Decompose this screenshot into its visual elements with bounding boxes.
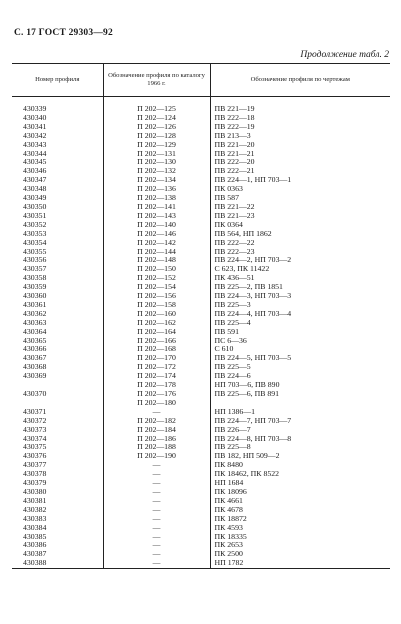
catalog-designation-cell: П 202—126 bbox=[103, 123, 210, 132]
drawing-designation-cell: ПК 2500 bbox=[210, 550, 390, 559]
catalog-designation-cell: П 202—160 bbox=[103, 310, 210, 319]
drawing-designation-cell: ПВ 591 bbox=[210, 328, 390, 337]
table-row bbox=[12, 283, 390, 292]
page-header: С. 17 ГОСТ 29303—92 bbox=[14, 28, 113, 38]
profile-number-cell: 430347 bbox=[23, 176, 47, 185]
table-row bbox=[12, 221, 390, 230]
table-row bbox=[12, 497, 390, 506]
profile-number-cell: 430348 bbox=[23, 185, 47, 194]
profile-table bbox=[12, 63, 390, 569]
drawing-designation-cell: ПВ 224—4, НП 703—4 bbox=[210, 310, 390, 319]
catalog-designation-cell: П 202—158 bbox=[103, 301, 210, 310]
profile-number-cell: 430342 bbox=[23, 131, 47, 140]
profile-number-cell: 430383 bbox=[23, 514, 47, 523]
profile-number-cell: 430359 bbox=[23, 283, 47, 292]
catalog-designation-cell: П 202—141 bbox=[103, 203, 210, 212]
table-row bbox=[12, 354, 390, 363]
drawing-designation-cell: ПВ 224—8, НП 703—8 bbox=[210, 435, 390, 444]
profile-number-cell: 430372 bbox=[23, 416, 47, 425]
catalog-designation-cell: П 202—166 bbox=[103, 337, 210, 346]
catalog-designation-cell: П 202—162 bbox=[103, 319, 210, 328]
table-row bbox=[12, 363, 390, 372]
profile-number-cell: 430378 bbox=[23, 470, 47, 479]
profile-number-cell: 430371 bbox=[23, 407, 47, 416]
profile-number-cell: 430352 bbox=[23, 220, 47, 229]
table-row bbox=[12, 372, 390, 381]
table-row bbox=[12, 550, 390, 559]
profile-number-cell: 430365 bbox=[23, 336, 47, 345]
table-row bbox=[12, 443, 390, 452]
drawing-designation-cell: ПВ 224—3, НП 703—3 bbox=[210, 292, 390, 301]
profile-number-cell: 430367 bbox=[23, 354, 47, 363]
drawing-designation-cell: ПК 4678 bbox=[210, 506, 390, 515]
table-row bbox=[12, 212, 390, 221]
column-header-profile-number: Номер профиля bbox=[12, 64, 103, 97]
drawing-designation-cell: ПВ 225—8 bbox=[210, 443, 390, 452]
table-row bbox=[12, 488, 390, 497]
catalog-designation-cell: П 202—172 bbox=[103, 363, 210, 372]
drawing-designation-cell: ПВ 225—6, ПВ 891 bbox=[210, 390, 390, 399]
table-spacer-row bbox=[12, 97, 390, 106]
catalog-designation-cell: — bbox=[103, 506, 210, 515]
table-row bbox=[12, 408, 390, 417]
drawing-designation-cell bbox=[210, 399, 390, 408]
drawing-designation-cell: ПВ 224—1, НП 703—1 bbox=[210, 176, 390, 185]
table-row bbox=[12, 524, 390, 533]
drawing-designation-cell: ПВ 224—5, НП 703—5 bbox=[210, 354, 390, 363]
catalog-designation-cell: — bbox=[103, 470, 210, 479]
drawing-designation-cell: НП 1684 bbox=[210, 479, 390, 488]
catalog-designation-cell: П 202—190 bbox=[103, 452, 210, 461]
profile-number-cell: 430358 bbox=[23, 274, 47, 283]
table-row bbox=[12, 167, 390, 176]
profile-number-cell: 430374 bbox=[23, 434, 47, 443]
catalog-designation-cell: П 202—146 bbox=[103, 230, 210, 239]
drawing-designation-cell: ПК 18462, ПК 8522 bbox=[210, 470, 390, 479]
profile-number-cell: 430339 bbox=[23, 105, 47, 113]
profile-number-cell: 430353 bbox=[23, 229, 47, 238]
drawing-designation-cell: ПВ 225—3 bbox=[210, 301, 390, 310]
drawing-designation-cell: ПВ 222—22 bbox=[210, 239, 390, 248]
column-header-drawing-designation: Обозначение профиля по чертежам bbox=[210, 64, 390, 97]
profile-number-cell: 430377 bbox=[23, 461, 47, 470]
drawing-designation-cell: ПК 4593 bbox=[210, 524, 390, 533]
catalog-designation-cell: П 202—128 bbox=[103, 132, 210, 141]
spacer-cell bbox=[12, 97, 103, 106]
catalog-designation-cell: П 202—143 bbox=[103, 212, 210, 221]
catalog-designation-cell: — bbox=[103, 461, 210, 470]
catalog-designation-cell: — bbox=[103, 408, 210, 417]
profile-number-cell: 430341 bbox=[23, 122, 47, 131]
table-row bbox=[12, 381, 390, 390]
profile-number-cell: 430351 bbox=[23, 211, 47, 220]
table-row bbox=[12, 265, 390, 274]
profile-number-cell: 430376 bbox=[23, 452, 47, 461]
drawing-designation-cell: ПК 8480 bbox=[210, 461, 390, 470]
drawing-designation-cell: ПК 18096 bbox=[210, 488, 390, 497]
table-row bbox=[12, 310, 390, 319]
table-row bbox=[12, 328, 390, 337]
catalog-designation-cell: П 202—170 bbox=[103, 354, 210, 363]
catalog-designation-cell: П 202—180 bbox=[103, 399, 210, 408]
catalog-designation-cell: П 202—156 bbox=[103, 292, 210, 301]
drawing-designation-cell: ПВ 221—20 bbox=[210, 141, 390, 150]
profile-number-cell: 430368 bbox=[23, 363, 47, 372]
catalog-designation-cell: — bbox=[103, 497, 210, 506]
catalog-designation-cell: — bbox=[103, 515, 210, 524]
profile-number-cell: 430344 bbox=[23, 149, 47, 158]
catalog-designation-cell: П 202—184 bbox=[103, 426, 210, 435]
table-row bbox=[12, 345, 390, 354]
drawing-designation-cell: ПВ 221—23 bbox=[210, 212, 390, 221]
table-row bbox=[12, 435, 390, 444]
profile-number-cell: 430364 bbox=[23, 327, 47, 336]
catalog-designation-cell: П 202—150 bbox=[103, 265, 210, 274]
profile-number-cell: 430361 bbox=[23, 300, 47, 309]
catalog-designation-cell: П 202—148 bbox=[103, 256, 210, 265]
table-row bbox=[12, 114, 390, 123]
catalog-designation-cell: П 202—132 bbox=[103, 167, 210, 176]
catalog-designation-cell: П 202—164 bbox=[103, 328, 210, 337]
profile-number-cell: 430373 bbox=[23, 425, 47, 434]
catalog-designation-cell: П 202—176 bbox=[103, 390, 210, 399]
table-row bbox=[12, 185, 390, 194]
catalog-designation-cell: — bbox=[103, 533, 210, 542]
drawing-designation-cell: ПВ 222—23 bbox=[210, 248, 390, 257]
drawing-designation-cell: ПВ 225—5 bbox=[210, 363, 390, 372]
profile-number-cell: 430346 bbox=[23, 167, 47, 176]
catalog-designation-cell: П 202—188 bbox=[103, 443, 210, 452]
catalog-designation-cell: — bbox=[103, 488, 210, 497]
catalog-designation-cell: П 202—124 bbox=[103, 114, 210, 123]
profile-number-cell: 430349 bbox=[23, 194, 47, 203]
catalog-designation-cell: П 202—134 bbox=[103, 176, 210, 185]
table-row bbox=[12, 150, 390, 159]
profile-number-cell bbox=[12, 399, 103, 408]
table-row bbox=[12, 479, 390, 488]
profile-number-cell: 430384 bbox=[23, 523, 47, 532]
catalog-designation-cell: П 202—178 bbox=[103, 381, 210, 390]
drawing-designation-cell: ПК 436—51 bbox=[210, 274, 390, 283]
drawing-designation-cell: ПВ 225—4 bbox=[210, 319, 390, 328]
profile-number-cell: 430380 bbox=[23, 487, 47, 496]
profile-number-cell: 430357 bbox=[23, 265, 47, 274]
table-row bbox=[12, 123, 390, 132]
drawing-designation-cell: ПВ 587 bbox=[210, 194, 390, 203]
profile-number-cell: 430360 bbox=[23, 292, 47, 301]
table-row bbox=[12, 256, 390, 265]
drawing-designation-cell: С 623, ПК 11422 bbox=[210, 265, 390, 274]
drawing-designation-cell: ПВ 222—20 bbox=[210, 158, 390, 167]
table-row bbox=[12, 158, 390, 167]
drawing-designation-cell: ПВ 222—19 bbox=[210, 123, 390, 132]
profile-number-cell: 430356 bbox=[23, 256, 47, 265]
table-row bbox=[12, 506, 390, 515]
catalog-designation-cell: П 202—154 bbox=[103, 283, 210, 292]
catalog-designation-cell: П 202—138 bbox=[103, 194, 210, 203]
drawing-designation-cell: ПВ 213—3 bbox=[210, 132, 390, 141]
profile-number-cell bbox=[12, 381, 103, 390]
profile-number-cell: 430362 bbox=[23, 309, 47, 318]
drawing-designation-cell: ПВ 224—6 bbox=[210, 372, 390, 381]
table-row bbox=[12, 337, 390, 346]
profile-number-cell: 430381 bbox=[23, 496, 47, 505]
table-header bbox=[12, 64, 390, 97]
catalog-designation-cell: П 202—131 bbox=[103, 150, 210, 159]
profile-number-cell: 430345 bbox=[23, 158, 47, 167]
profile-number-cell: 430350 bbox=[23, 202, 47, 211]
table-row bbox=[12, 417, 390, 426]
profile-number-cell: 430363 bbox=[23, 318, 47, 327]
table-row bbox=[12, 470, 390, 479]
catalog-designation-cell: — bbox=[103, 541, 210, 550]
drawing-designation-cell: ПВ 182, НП 509—2 bbox=[210, 452, 390, 461]
catalog-designation-cell: П 202—129 bbox=[103, 141, 210, 150]
table-row bbox=[12, 541, 390, 550]
drawing-designation-cell: ПВ 221—22 bbox=[210, 203, 390, 212]
drawing-designation-cell: ПВ 221—19 bbox=[210, 105, 390, 114]
drawing-designation-cell: ПВ 225—2, ПВ 1851 bbox=[210, 283, 390, 292]
drawing-designation-cell: ПВ 224—2, НП 703—2 bbox=[210, 256, 390, 265]
profile-number-cell: 430387 bbox=[23, 550, 47, 559]
profile-number-cell: 430340 bbox=[23, 113, 47, 122]
catalog-designation-cell: — bbox=[103, 550, 210, 559]
catalog-designation-cell: П 202—136 bbox=[103, 185, 210, 194]
drawing-designation-cell: НП 703—6, ПВ 890 bbox=[210, 381, 390, 390]
table-row bbox=[12, 426, 390, 435]
catalog-designation-cell: П 202—152 bbox=[103, 274, 210, 283]
spacer-cell bbox=[210, 97, 390, 106]
catalog-designation-cell: П 202—182 bbox=[103, 417, 210, 426]
profile-number-cell: 430369 bbox=[23, 372, 47, 381]
drawing-designation-cell: ПК 18872 bbox=[210, 515, 390, 524]
table-row bbox=[12, 319, 390, 328]
drawing-designation-cell: ПС 6—36 bbox=[210, 337, 390, 346]
drawing-designation-cell: ПВ 564, НП 1862 bbox=[210, 230, 390, 239]
drawing-designation-cell: ПК 4661 bbox=[210, 497, 390, 506]
table-row bbox=[12, 301, 390, 310]
profile-number-cell: 430375 bbox=[23, 443, 47, 452]
table-row bbox=[12, 105, 390, 114]
drawing-designation-cell: ПК 2653 bbox=[210, 541, 390, 550]
drawing-designation-cell: С 610 bbox=[210, 345, 390, 354]
drawing-designation-cell: ПВ 226—7 bbox=[210, 426, 390, 435]
drawing-designation-cell: ПВ 222—21 bbox=[210, 167, 390, 176]
profile-number-cell: 430343 bbox=[23, 140, 47, 149]
drawing-designation-cell: ПК 18335 bbox=[210, 533, 390, 542]
table-row bbox=[12, 194, 390, 203]
spacer-cell bbox=[103, 97, 210, 106]
profile-number-cell: 430354 bbox=[23, 238, 47, 247]
catalog-designation-cell: П 202—144 bbox=[103, 248, 210, 257]
profile-number-cell: 430355 bbox=[23, 247, 47, 256]
table-row bbox=[12, 292, 390, 301]
drawing-designation-cell: ПК 0364 bbox=[210, 221, 390, 230]
catalog-designation-cell: П 202—125 bbox=[103, 105, 210, 114]
table-continuation-caption: Продолжение табл. 2 bbox=[300, 50, 389, 60]
table-row bbox=[12, 176, 390, 185]
drawing-designation-cell: ПВ 224—7, НП 703—7 bbox=[210, 417, 390, 426]
table-row bbox=[12, 203, 390, 212]
profile-number-cell: 430379 bbox=[23, 479, 47, 488]
table-row bbox=[12, 248, 390, 257]
table-row bbox=[12, 399, 390, 408]
table-row bbox=[12, 559, 390, 568]
drawing-designation-cell: НП 1386—1 bbox=[210, 408, 390, 417]
table-row bbox=[12, 274, 390, 283]
column-header-catalog-1966: Обозначение профиля по каталогу 1966 г. bbox=[103, 64, 210, 97]
table-row bbox=[12, 132, 390, 141]
drawing-designation-cell: НП 1782 bbox=[210, 559, 390, 568]
table-row bbox=[12, 452, 390, 461]
table-row bbox=[12, 230, 390, 239]
catalog-designation-cell: — bbox=[103, 479, 210, 488]
catalog-designation-cell: П 202—140 bbox=[103, 221, 210, 230]
catalog-designation-cell: — bbox=[103, 524, 210, 533]
table-row bbox=[12, 515, 390, 524]
drawing-designation-cell: ПК 0363 bbox=[210, 185, 390, 194]
table-row bbox=[12, 533, 390, 542]
profile-number-cell: 430385 bbox=[23, 532, 47, 541]
catalog-designation-cell: П 202—168 bbox=[103, 345, 210, 354]
profile-number-cell: 430382 bbox=[23, 505, 47, 514]
profile-number-cell: 430386 bbox=[23, 541, 47, 550]
profile-number-cell: 430366 bbox=[23, 345, 47, 354]
table-body bbox=[12, 97, 390, 569]
catalog-designation-cell: П 202—130 bbox=[103, 158, 210, 167]
drawing-designation-cell: ПВ 222—18 bbox=[210, 114, 390, 123]
table-row bbox=[12, 141, 390, 150]
profile-number-cell: 430388 bbox=[12, 559, 103, 568]
catalog-designation-cell: — bbox=[103, 559, 210, 568]
table-row bbox=[12, 461, 390, 470]
drawing-designation-cell: ПВ 221—21 bbox=[210, 150, 390, 159]
table-row bbox=[12, 239, 390, 248]
profile-number-cell: 430370 bbox=[23, 390, 47, 398]
catalog-designation-cell: П 202—142 bbox=[103, 239, 210, 248]
catalog-designation-cell: П 202—186 bbox=[103, 435, 210, 444]
table-row bbox=[12, 390, 390, 399]
catalog-designation-cell: П 202—174 bbox=[103, 372, 210, 381]
